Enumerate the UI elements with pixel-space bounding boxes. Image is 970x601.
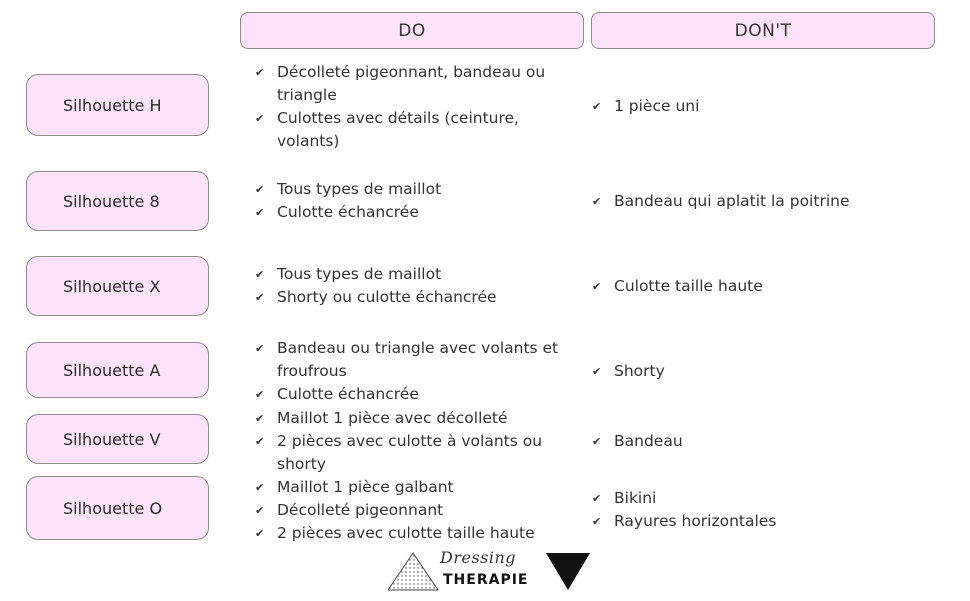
row-label: Silhouette 8 xyxy=(26,171,209,231)
dont-list xyxy=(592,474,962,546)
check-icon: ✔ xyxy=(255,480,265,494)
list-item: ✔ Bandeau ou triangle avec volants et froufrous xyxy=(255,337,585,383)
dont-list xyxy=(592,336,962,406)
check-icon: ✔ xyxy=(255,434,265,448)
do-list xyxy=(255,408,585,473)
check-icon: ✔ xyxy=(592,194,602,208)
list-item: ✔ Culotte échancrée xyxy=(255,201,585,224)
list-item: ✔ 2 pièces avec culotte taille haute xyxy=(255,522,585,545)
list-item: ✔ Culotte échancrée xyxy=(255,383,585,406)
logo-dressing-text: Dressing xyxy=(440,548,517,567)
check-icon: ✔ xyxy=(592,434,602,448)
row-label: Silhouette A xyxy=(26,342,209,398)
dont-list xyxy=(592,414,962,468)
dont-list xyxy=(592,169,962,233)
dont-list xyxy=(592,254,962,318)
check-icon: ✔ xyxy=(255,503,265,517)
list-item: ✔ 2 pièces avec culotte à volants ou shorty xyxy=(255,430,585,476)
list-item: ✔ Bandeau qui aplatit la poitrine xyxy=(592,190,962,213)
do-column-header xyxy=(240,12,584,49)
do-list xyxy=(255,254,585,318)
do-header-text: DO xyxy=(398,20,426,41)
check-icon: ✔ xyxy=(255,387,265,401)
check-icon: ✔ xyxy=(255,65,265,79)
row-label: Silhouette V xyxy=(26,414,209,464)
check-icon: ✔ xyxy=(592,279,602,293)
table-row xyxy=(0,408,970,473)
dont-header-text: DON'T xyxy=(734,20,792,41)
table-row xyxy=(0,474,970,546)
list-item: ✔ Bandeau xyxy=(592,430,962,453)
list-item: ✔ Shorty xyxy=(592,360,962,383)
row-label: Silhouette X xyxy=(26,256,209,316)
list-item: ✔ Maillot 1 pièce avec décolleté xyxy=(255,407,585,430)
check-icon: ✔ xyxy=(592,492,602,505)
check-icon: ✔ xyxy=(255,268,265,281)
row-label: Silhouette H xyxy=(26,74,209,136)
list-item: ✔ 1 pièce uni xyxy=(592,95,962,118)
do-list xyxy=(255,169,585,233)
list-item: ✔ Bikini xyxy=(592,487,962,510)
check-icon: ✔ xyxy=(255,111,265,125)
check-icon: ✔ xyxy=(255,206,265,219)
list-item: ✔ Rayures horizontales xyxy=(592,510,962,533)
list-item: ✔ Décolleté pigeonnant xyxy=(255,499,585,522)
table-row xyxy=(0,254,970,318)
table-row xyxy=(0,64,970,149)
do-list xyxy=(255,474,585,546)
do-list xyxy=(255,336,585,406)
check-icon: ✔ xyxy=(592,515,602,528)
check-icon: ✔ xyxy=(255,291,265,304)
row-label: Silhouette O xyxy=(26,476,209,540)
dressing-therapie-logo xyxy=(388,550,593,594)
list-item: ✔ Tous types de maillot xyxy=(255,263,585,286)
table-row xyxy=(0,336,970,406)
list-item: ✔ Décolleté pigeonnant, bandeau ou triangle xyxy=(255,61,585,107)
list-item: ✔ Culotte taille haute xyxy=(592,275,962,298)
dont-list xyxy=(592,64,962,149)
list-item: ✔ Culottes avec détails (ceinture, volants) xyxy=(255,107,585,153)
dont-column-header xyxy=(591,12,935,49)
list-item: ✔ Shorty ou culotte échancrée xyxy=(255,286,585,309)
check-icon: ✔ xyxy=(255,183,265,196)
check-icon: ✔ xyxy=(592,100,602,113)
check-icon: ✔ xyxy=(255,526,265,540)
logo-therapie-text: THERAPIE xyxy=(443,572,529,588)
check-icon: ✔ xyxy=(592,364,602,378)
check-icon: ✔ xyxy=(255,411,265,425)
table-row xyxy=(0,169,970,233)
list-item: ✔ Tous types de maillot xyxy=(255,178,585,201)
check-icon: ✔ xyxy=(255,341,265,355)
list-item: ✔ Maillot 1 pièce galbant xyxy=(255,476,585,499)
do-list xyxy=(255,64,585,149)
